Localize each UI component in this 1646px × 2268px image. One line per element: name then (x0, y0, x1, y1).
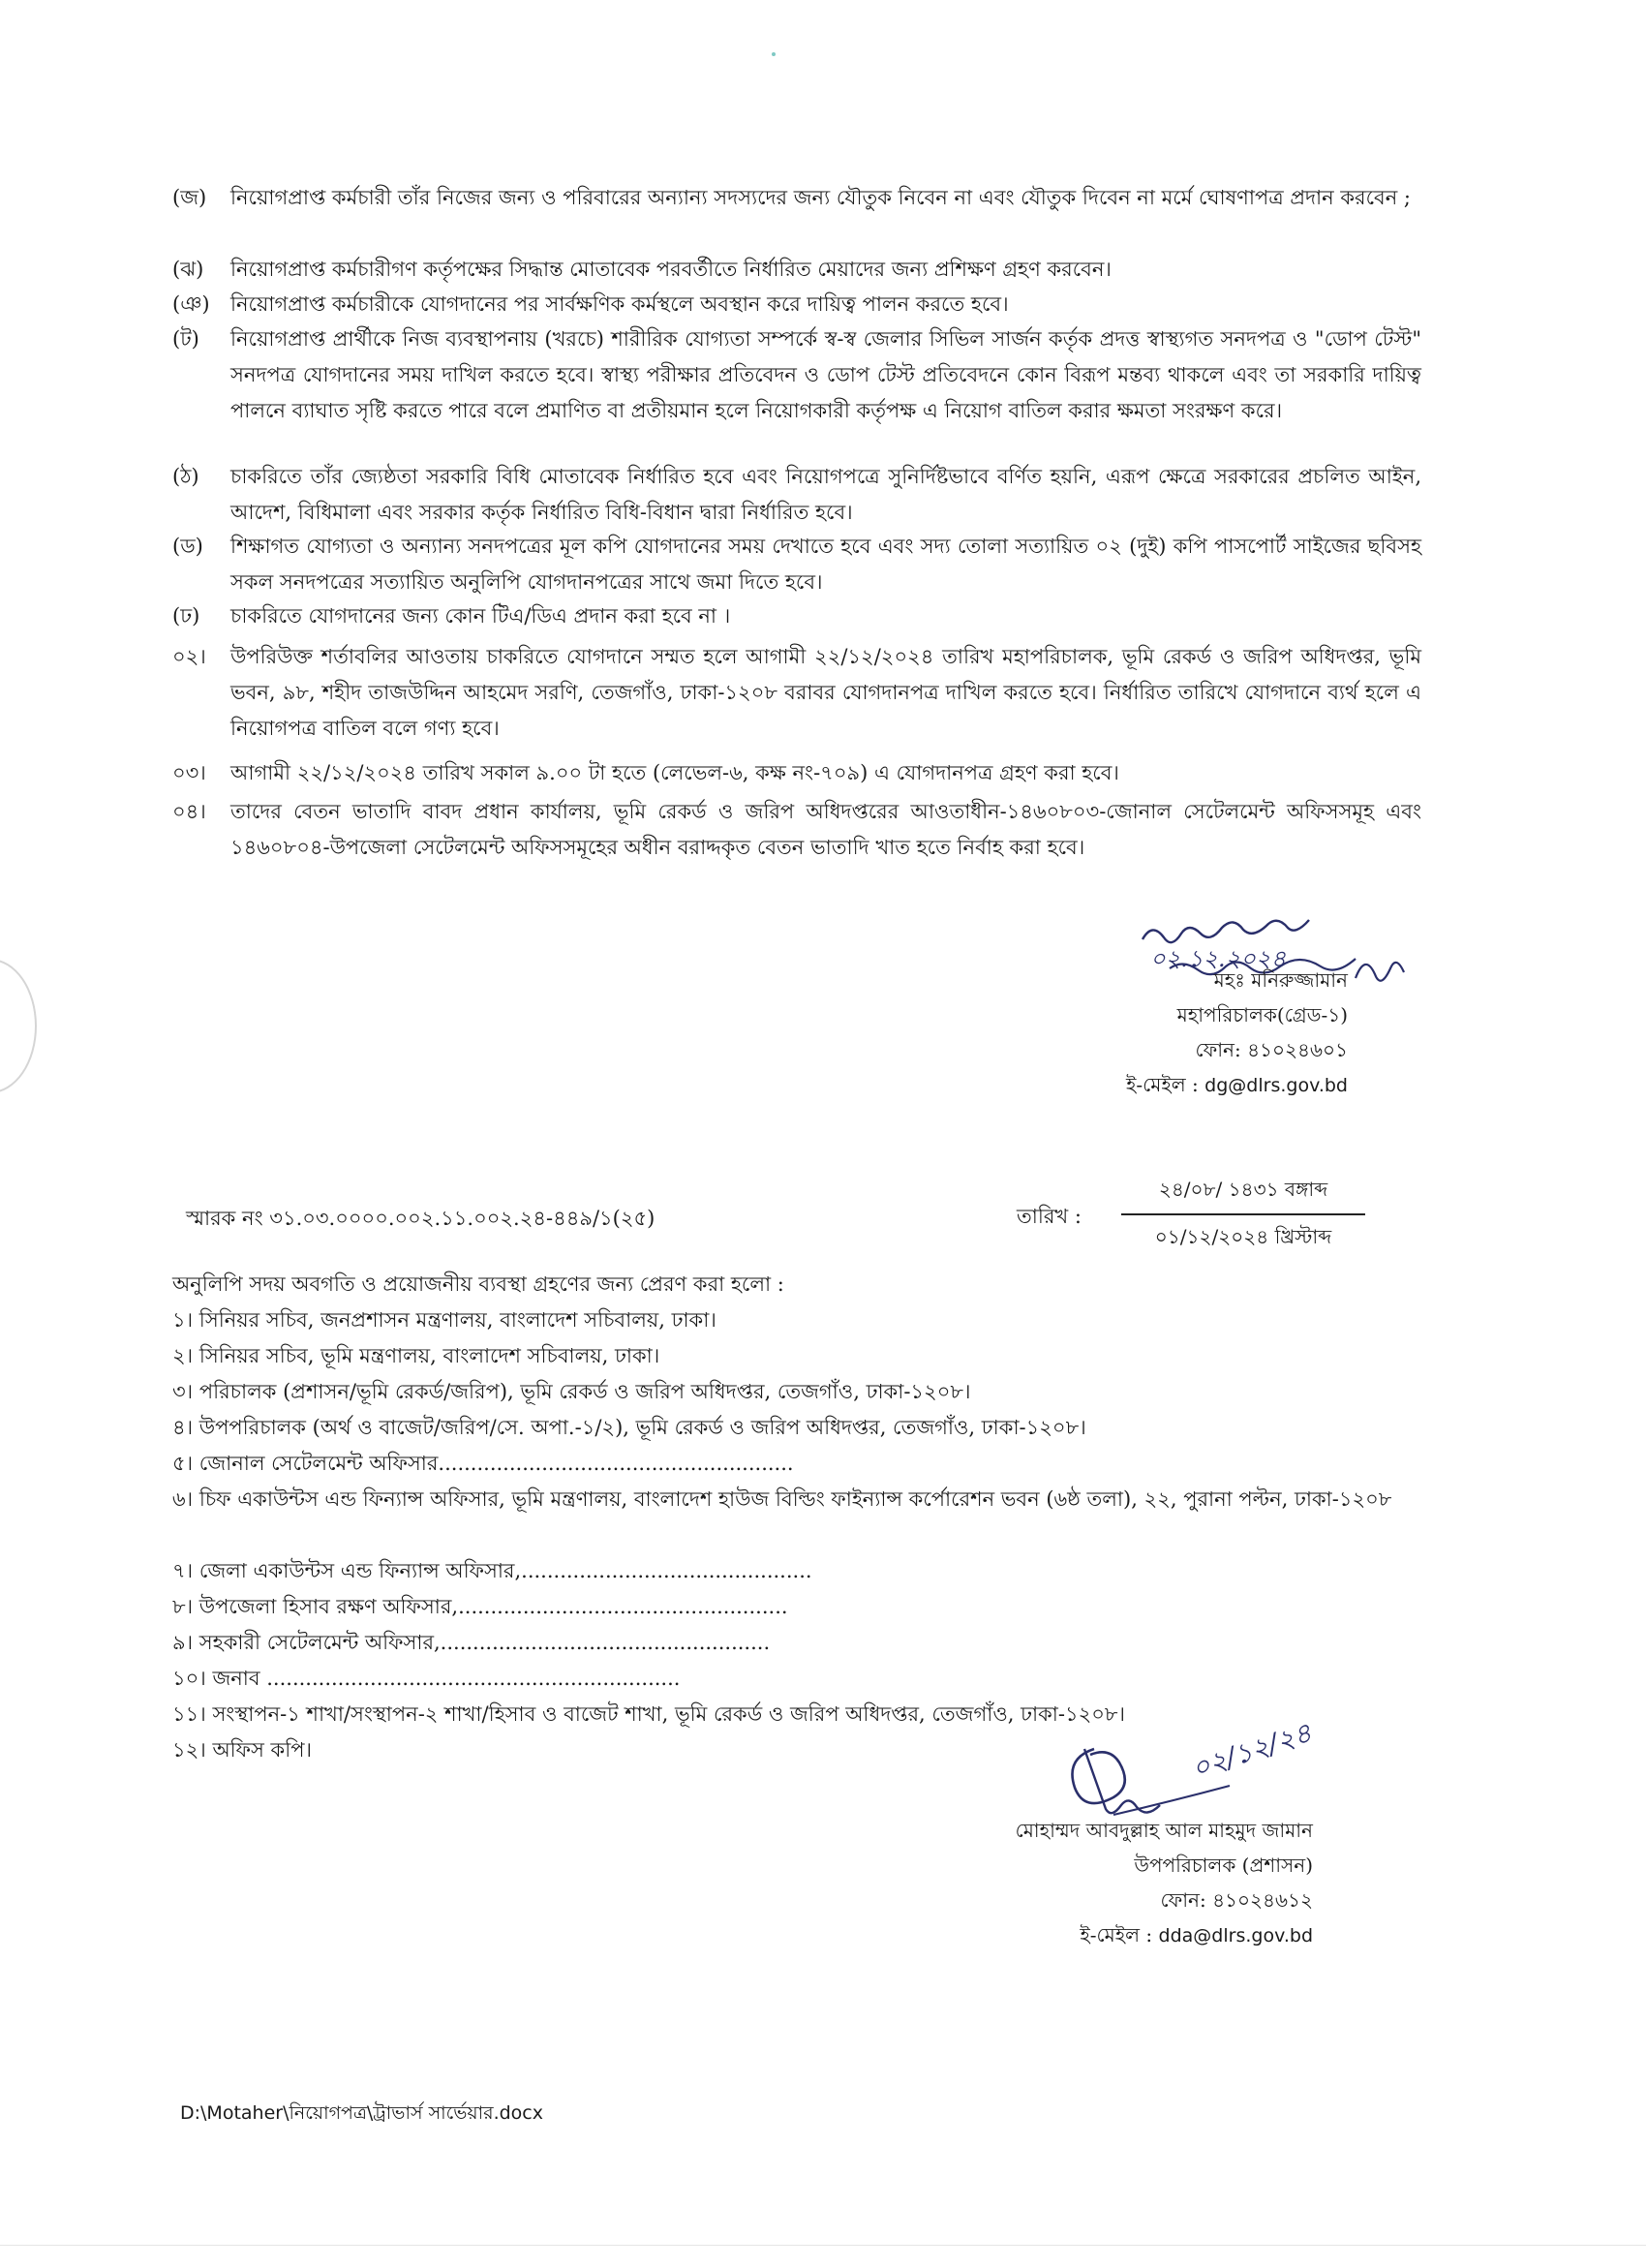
signatory-2-phone: ফোন: ৪১০২৪৬১২ (1160, 1888, 1313, 1912)
clause-marker: ০৪। (172, 800, 206, 823)
clause-marker: (ঢ) (172, 604, 200, 628)
clause-jha (172, 252, 1421, 288)
signatory-1-email-row (1094, 1067, 1348, 1103)
cc-item: ৭। জেলা একাউন্টস এন্ড ফিন্যান্স অফিসার,............................................. (172, 1559, 812, 1582)
clause-marker: (ঝ) (172, 258, 204, 281)
signatory-2-designation: উপপরিচালক (প্রশাসন) (1134, 1854, 1313, 1877)
clause-03 (172, 755, 1421, 791)
signatory-1-phone: ফোন: ৪১০২৪৬০১ (1195, 1038, 1348, 1061)
clause-text: নিয়োগপ্রাপ্ত কর্মচারীগণ কর্তৃপক্ষের সিদ্ধান্ত মোতাবেক পরবর্তীতে নির্ধারিত মেয়াদের জন্য প্রশিক্ষণ গ্রহণ করবেন। (230, 258, 1112, 281)
clause-text: নিয়োগপ্রাপ্ত প্রার্থীকে নিজ ব্যবস্থাপনায় (খরচে) শারীরিক যোগ্যতা সম্পর্কে স্ব-স্ব জেলার সিভিল সার্জন কর্তৃক প্রদত্ত স্বাস্থ্যগত সনদপত্র ও "ডোপ টেস্ট" সনদপত্র যোগদানের সময় দাখিল করতে হবে। স্বাস্থ্য পরীক্ষার প্রতিবেদন ও ডোপ টেস্ট প্রতিবেদনে কোন বিরূপ মন্তব্য থাকলে এবং তা সরকারি দায়িত্ব পালনে ব্যাঘাত সৃষ্টি করতে পারে বলে প্রমাণিত বা প্রতীয়মান হলে নিয়োগকারী কর্তৃপক্ষ এ নিয়োগ বাতিল করার ক্ষমতা সংরক্ষণ করে। (230, 327, 1421, 422)
cc-item: ৬। চিফ একাউন্টস এন্ড ফিন্যান্স অফিসার, ভূমি মন্ত্রণালয়, বাংলাদেশ হাউজ বিল্ডিং ফাইন্যান্স কর্পোরেশন ভবন (৬ষ্ঠ তলা), ২২, পুরানা পল্টন, ঢাকা-১২০৮ (172, 1487, 1392, 1511)
signatory-1-name: মহঃ মনিরুজ্জামান (1213, 968, 1348, 992)
hole-punch-mark (0, 959, 37, 1093)
scan-speck (772, 52, 776, 56)
clause-text: শিক্ষাগত যোগ্যতা ও অন্যান্য সনদপত্রের মূল কপি যোগদানের সময় দেখাতে হবে এবং সদ্য তোলা সত্যায়িত ০২ (দুই) কপি পাসপোর্ট সাইজের ছবিসহ সকল সনদপত্রের সত্যায়িত অনুলিপি যোগদানপত্রের সাথে জমা দিতে হবে। (230, 535, 1421, 594)
clause-text: চাকরিতে তাঁর জ্যেষ্ঠতা সরকারি বিধি মোতাবেক নির্ধারিত হবে এবং নিয়োগপত্রে সুনির্দিষ্টভাবে বর্ণিত হয়নি, এরূপ ক্ষেত্রে সরকারের প্রচলিত আইন, আদেশ, বিধিমালা এবং সরকার কর্তৃক নির্ধারিত বিধি-বিধান দ্বারা নির্ধারিত হবে। (230, 465, 1421, 524)
clause-marker: (ঞ) (172, 292, 210, 316)
clause-nya (172, 287, 1421, 322)
clause-ta (172, 322, 1421, 429)
date-english: ০১/১২/২০২৪ খ্রিস্টাব্দ (1154, 1225, 1332, 1248)
date-box (1121, 1176, 1365, 1255)
clause-marker: (জ) (172, 186, 207, 209)
clause-02 (172, 639, 1421, 747)
cc-item: ৪। উপপরিচালক (অর্থ ও বাজেট/জরিপ/সে. অপা.-১/২), ভূমি রেকর্ড ও জরিপ অধিদপ্তর, তেজগাঁও, ঢাকা-১২০৮। (172, 1416, 1086, 1439)
signatory-2-name: মোহাম্মদ আবদুল্লাহ আল মাহমুদ জামান (1015, 1819, 1313, 1842)
scan-edge-line (0, 2245, 1646, 2246)
clause-text: চাকরিতে যোগদানের জন্য কোন টিএ/ডিএ প্রদান করা হবে না । (230, 604, 731, 628)
cc-item: ৩। পরিচালক (প্রশাসন/ভূমি রেকর্ড/জরিপ), ভূমি রেকর্ড ও জরিপ অধিদপ্তর, তেজগাঁও, ঢাকা-১২০৮। (172, 1380, 971, 1403)
signatory-2-email-row (978, 1917, 1313, 1953)
clause-text: উপরিউক্ত শর্তাবলির আওতায় চাকরিতে যোগদানে সম্মত হলে আগামী ২২/১২/২০২৪ তারিখ মহাপরিচালক, ভূমি রেকর্ড ও জরিপ অধিদপ্তর, ভূমি ভবন, ৯৮, শহীদ তাজউদ্দিন আহমেদ সরণি, তেজগাঁও, ঢাকা-১২০৮ বরাবর যোগদানপত্র দাখিল করতে হবে। নির্ধারিত তারিখে যোগদানে ব্যর্থ হলে এ নিয়োগপত্র বাতিল বলে গণ্য হবে। (230, 645, 1421, 740)
clause-marker: ০৩। (172, 761, 206, 784)
signatory-2-handwritten-date: ০২/১২/২৪ (1187, 1716, 1316, 1786)
signatory-1 (1094, 963, 1348, 1103)
date-label: তারিখ : (1017, 1205, 1082, 1228)
clause-ja (172, 180, 1421, 216)
signatory-1-designation: মহাপরিচালক(গ্রেড-১) (1176, 1003, 1348, 1027)
clause-marker: ০২। (172, 645, 206, 668)
cc-item: ৮। উপজেলা হিসাব রক্ষণ অফিসার,................................................... (172, 1595, 788, 1618)
cc-item: ২। সিনিয়র সচিব, ভূমি মন্ত্রণালয়, বাংলাদেশ সচিবালয়, ঢাকা। (172, 1344, 660, 1367)
memo-reference: স্মারক নং ৩১.০৩.০০০০.০০২.১১.০০২.২৪-৪৪৯/১(২৫) (186, 1207, 655, 1230)
date-bangla: ২৪/০৮/ ১৪৩১ বঙ্গাব্দ (1121, 1176, 1365, 1215)
clause-04 (172, 794, 1421, 866)
cc-item: ১২। অফিস কপি। (172, 1738, 313, 1762)
signatory-2-email: dda@dlrs.gov.bd (1158, 1925, 1313, 1946)
footer-file-path: D:\Motaher\নিয়োগপত্র\ট্রাভার্স সার্ভেয়ার.docx (180, 2102, 543, 2124)
signatory-2 (978, 1813, 1313, 1953)
cc-intro: অনুলিপি সদয় অবগতি ও প্রয়োজনীয় ব্যবস্থা গ্রহণের জন্য প্রেরণ করা হলো : (172, 1272, 784, 1296)
cc-item: ১১। সংস্থাপন-১ শাখা/সংস্থাপন-২ শাখা/হিসাব ও বাজেট শাখা, ভূমি রেকর্ড ও জরিপ অধিদপ্তর, তেজগাঁও, ঢাকা-১২০৮। (172, 1702, 1126, 1726)
clause-text: তাদের বেতন ভাতাদি বাবদ প্রধান কার্যালয়, ভূমি রেকর্ড ও জরিপ অধিদপ্তরের আওতাধীন-১৪৬০৮০৩-জোনাল সেটেলমেন্ট অফিসসমূহ এবং ১৪৬০৮০৪-উপজেলা সেটেলমেন্ট অফিসসমূহের অধীন বরাদ্দকৃত বেতন ভাতাদি খাত হতে নির্বাহ করা হবে। (230, 800, 1421, 859)
clause-text: আগামী ২২/১২/২০২৪ তারিখ সকাল ৯.০০ টা হতে (লেভেল-৬, কক্ষ নং-৭০৯) এ যোগদানপত্র গ্রহণ করা হবে। (230, 761, 1119, 784)
clause-text: নিয়োগপ্রাপ্ত কর্মচারী তাঁর নিজের জন্য ও পরিবারের অন্যান্য সদস্যদের জন্য যৌতুক নিবেন না এবং যৌতুক দিবেন না মর্মে ঘোষণাপত্র প্রদান করবেন ; (230, 186, 1411, 209)
clause-da (172, 529, 1421, 600)
clause-text: নিয়োগপ্রাপ্ত কর্মচারীকে যোগদানের পর সার্বক্ষণিক কর্মস্থলে অবস্থান করে দায়িত্ব পালন করতে হবে। (230, 292, 1009, 316)
clause-marker: (ড) (172, 535, 203, 558)
signatory-1-handwritten-date: ০২.১২.২০২৪ (1150, 945, 1287, 972)
cc-item: ১। সিনিয়র সচিব, জনপ্রশাসন মন্ত্রণালয়, বাংলাদেশ সচিবালয়, ঢাকা। (172, 1308, 716, 1332)
cc-item: ১০। জনাব ................................................................ (172, 1667, 681, 1690)
clause-dha (172, 598, 1421, 634)
clause-marker: (ঠ) (172, 465, 199, 488)
clause-tha (172, 459, 1421, 531)
signatory-2-email-label: ই-মেইল : (1080, 1923, 1153, 1946)
clause-marker: (ট) (172, 327, 199, 351)
cc-item: ৯। সহকারী সেটেলমেন্ট অফিসার,................................................... (172, 1631, 771, 1654)
cc-item: ৫। জোনাল সেটেলমেন্ট অফিসার....................................................... (172, 1452, 794, 1475)
signatory-1-email-label: ই-মেইল : (1126, 1073, 1199, 1096)
signatory-1-email: dg@dlrs.gov.bd (1204, 1075, 1348, 1096)
